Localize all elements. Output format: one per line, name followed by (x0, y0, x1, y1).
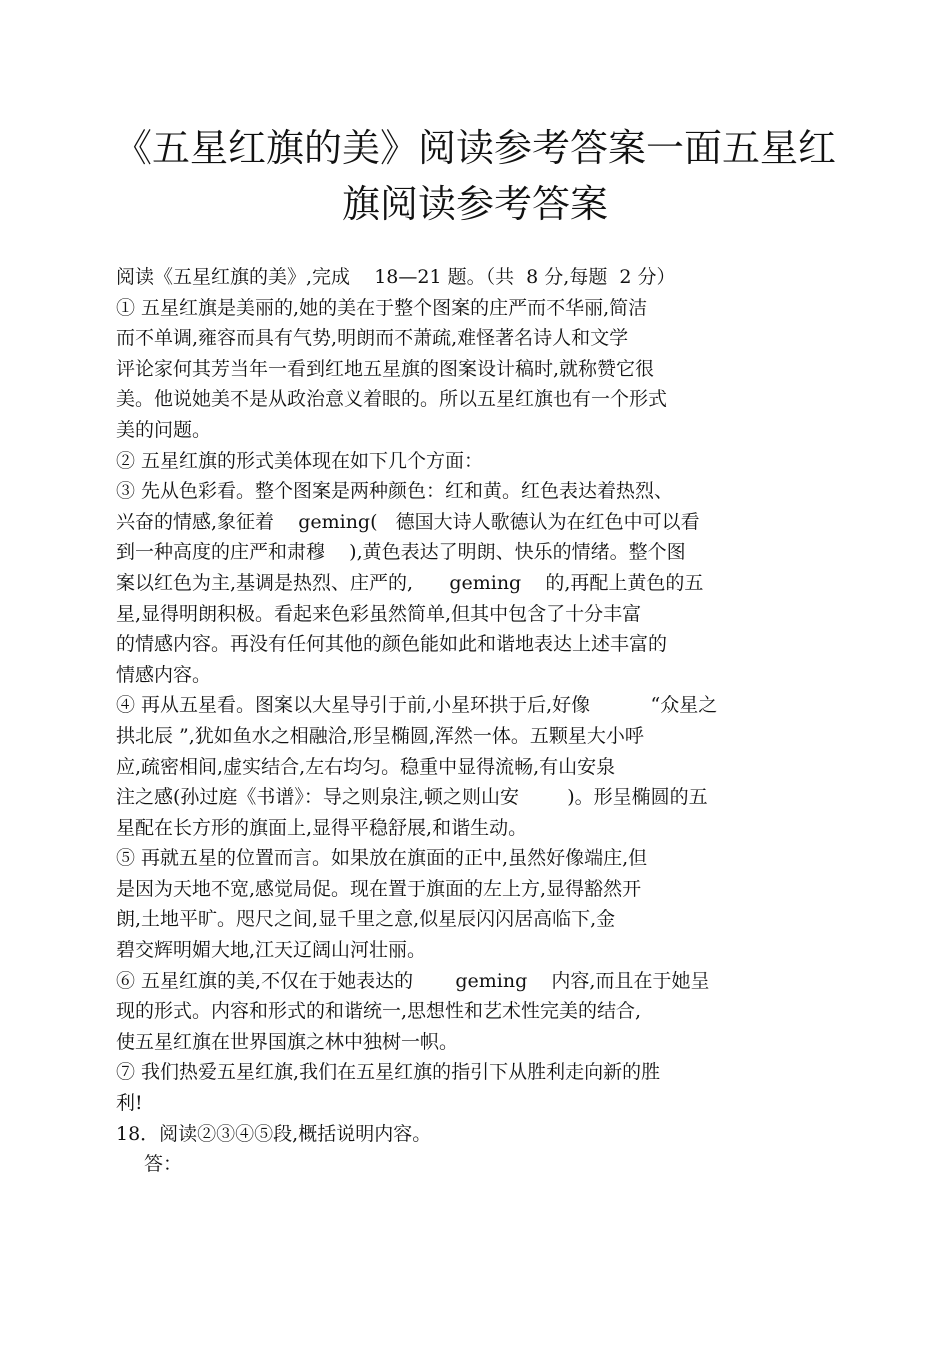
paragraph-line: ① 五星红旗是美丽的,她的美在于整个图案的庄严而不华丽,简洁 (116, 296, 648, 319)
paragraph-line: ② 五星红旗的形式美体现在如下几个方面： (116, 449, 484, 472)
document-title-line-2: 旗阅读参考答案 (341, 182, 608, 226)
paragraph-line: 利! (116, 1092, 143, 1115)
document-title-line-1: 《五星红旗的美》阅读参考答案一面五星红 (113, 126, 836, 170)
paragraph-line: 而不单调,雍容而具有气势,明朗而不萧疏,难怪著名诗人和文学 (116, 327, 629, 350)
paragraph-line: 碧交辉明媚大地,江天辽阔山河壮丽。 (116, 939, 427, 962)
paragraph-line: 朗,土地平旷。咫尺之间,显千里之意,似星辰闪闪居高临下,金 (116, 908, 616, 931)
paragraph-line: 美的问题。 (116, 418, 212, 441)
paragraph-line: 评论家何其芳当年一看到红地五星旗的图案设计稿时,就称赞它很 (116, 357, 655, 380)
paragraph-line: 拱北辰 ”,犹如鱼水之相融洽,形呈椭圆,浑然一体。五颗星大小呼 (116, 724, 644, 747)
document-body (116, 262, 816, 1180)
paragraph-line: 情感内容。 (116, 663, 212, 686)
paragraph-line: 星,显得明朗积极。看起来色彩虽然简单,但其中包含了十分丰富 (116, 602, 642, 625)
paragraph-line: 美。他说她美不是从政治意义着眼的。所以五星红旗也有一个形式 (116, 388, 668, 411)
intro-line: 阅读《五星红旗的美》,完成 18—21 题。（共 8 分,每题 2 分） (116, 266, 676, 288)
paragraph-line: 到一种高度的庄严和肃穆 ),黄色表达了明朗、快乐的情绪。整个图 (116, 541, 686, 564)
paragraph-line: 应,疏密相间,虚实结合,左右均匀。稳重中显得流畅,有山安泉 (116, 755, 616, 778)
paragraph-line: 的情感内容。再没有任何其他的颜色能如此和谐地表达上述丰富的 (116, 633, 668, 656)
paragraph-line: 星配在长方形的旗面上,显得平稳舒展,和谐生动。 (116, 816, 528, 839)
paragraph-line: 是因为天地不宽,感觉局促。现在置于旗面的左上方,显得豁然开 (116, 877, 642, 900)
paragraph-line: ⑤ 再就五星的位置而言。如果放在旗面的正中,虽然好像端庄,但 (116, 847, 648, 870)
question-18: 18．阅读②③④⑤段,概括说明内容。 (116, 1122, 432, 1145)
paragraph-line: ③ 先从色彩看。整个图案是两种颜色：红和黄。红色表达着热烈、 (116, 480, 674, 503)
paragraph-line: 使五星红旗在世界国旗之林中独树一帜。 (116, 1030, 459, 1053)
paragraph-line: ⑦ 我们热爱五星红旗,我们在五星红旗的指引下从胜利走向新的胜 (116, 1061, 661, 1084)
paragraph-line: ④ 再从五星看。图案以大星导引于前,小星环拱于后,好像 “众星之 (116, 694, 718, 717)
paragraph-line: 兴奋的情感,象征着 geming( 德国大诗人歌德认为在红色中可以看 (116, 510, 700, 533)
paragraph-line: 案以红色为主,基调是热烈、庄严的, geming 的,再配上黄色的五 (116, 571, 704, 594)
answer-label: 答： (144, 1153, 183, 1176)
paragraph-line: 现的形式。内容和形式的和谐统一,思想性和艺术性完美的结合, (116, 1000, 642, 1023)
paragraph-line: ⑥ 五星红旗的美,不仅在于她表达的 geming 内容,而且在于她呈 (116, 969, 710, 992)
paragraph-line: 注之感(孙过庭《书谱》：导之则泉注,顿之则山安 )。形呈椭圆的五 (116, 786, 708, 809)
